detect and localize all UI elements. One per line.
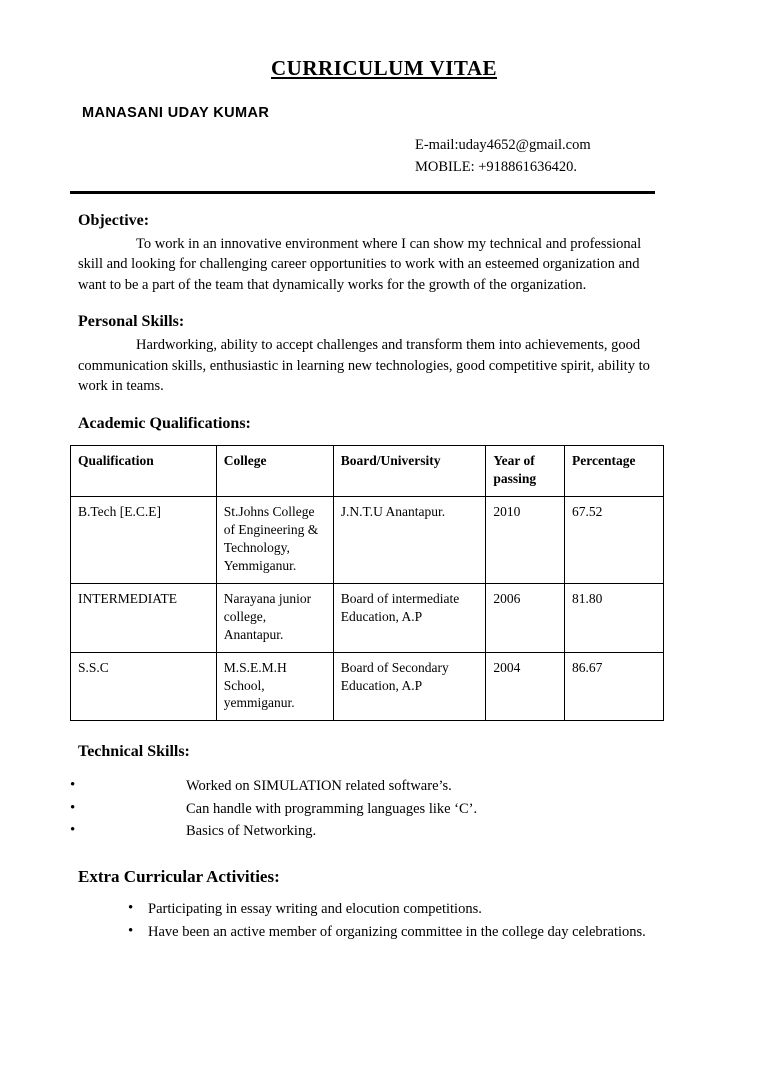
column-header-college: College (216, 445, 333, 496)
cell-board: J.N.T.U Anantapur. (333, 496, 486, 583)
technical-skills-list (0, 775, 768, 842)
objective-body: To work in an innovative environment where I can show my technical and professional skill and looking for challenging career opportunities to work with an esteemed organization and want to be a part of the team that dynamically works for the growth of the organization. (78, 235, 642, 293)
extra-curricular-list (0, 899, 768, 943)
academic-heading: Academic Qualifications: (78, 414, 251, 432)
cell-year: 2010 (486, 496, 565, 583)
list-item-label: Can handle with programming languages like ‘C’. (186, 800, 478, 817)
list-item-label: Participating in essay writing and elocution competitions. (148, 900, 482, 917)
cell-college: Narayana junior college, Anantapur. (216, 583, 333, 652)
bullet-icon: • (128, 899, 134, 916)
email-line: E-mail:uday4652@gmail.com (415, 137, 591, 153)
column-header-year: Year of passing (486, 445, 565, 496)
cell-qualification: S.S.C (71, 652, 217, 721)
personal-skills-text (78, 335, 668, 397)
column-header-board: Board/University (333, 445, 486, 496)
personal-skills-body: Hardworking, ability to accept challenges and transform them into achievements, good communication skills, enthusiastic in learning new technologies, good competitive spirit, ability to work in teams. (78, 337, 650, 395)
objective-heading: Objective: (78, 211, 150, 229)
list-item (0, 899, 768, 920)
mobile-line: MOBILE: +918861636420. (415, 158, 578, 175)
bullet-icon: • (70, 799, 76, 816)
header-divider (70, 191, 655, 194)
candidate-name: MANASANI UDAY KUMAR (82, 105, 270, 121)
bullet-icon: • (70, 822, 76, 839)
cell-year: 2006 (486, 583, 565, 652)
table-row (71, 496, 664, 583)
personal-skills-heading: Personal Skills: (78, 313, 185, 331)
cell-percentage: 81.80 (565, 583, 664, 652)
cell-board: Board of Secondary Education, A.P (333, 652, 486, 721)
list-item-label: Basics of Networking. (186, 823, 317, 840)
column-header-qualification: Qualification (71, 445, 217, 496)
resume-page (0, 56, 768, 1080)
extra-curricular-heading: Extra Curricular Activities: (78, 866, 280, 886)
table-header-row (71, 445, 664, 496)
contact-block (415, 135, 768, 179)
cell-year: 2004 (486, 652, 565, 721)
page-title: CURRICULUM VITAE (271, 56, 497, 80)
bullet-icon: • (70, 777, 76, 794)
academic-qualifications-table (70, 445, 664, 721)
bullet-icon: • (128, 922, 134, 939)
list-item (0, 798, 768, 820)
cell-board: Board of intermediate Education, A.P (333, 583, 486, 652)
table-row (71, 583, 664, 652)
column-header-percentage: Percentage (565, 445, 664, 496)
cell-qualification: INTERMEDIATE (71, 583, 217, 652)
cell-qualification: B.Tech [E.C.E] (71, 496, 217, 583)
cell-percentage: 86.67 (565, 652, 664, 721)
objective-text (78, 234, 668, 296)
list-item-label: Worked on SIMULATION related software’s. (186, 778, 452, 795)
cell-college: M.S.E.M.H School, yemmiganur. (216, 652, 333, 721)
technical-skills-heading: Technical Skills: (78, 743, 190, 761)
table-row (71, 652, 664, 721)
list-item (0, 820, 768, 842)
list-item (0, 922, 768, 943)
cell-college: St.Johns College of Engineering & Technology, Yemmiganur. (216, 496, 333, 583)
list-item-label: Have been an active member of organizing committee in the college day celebrations. (148, 923, 646, 940)
cell-percentage: 67.52 (565, 496, 664, 583)
list-item (0, 775, 768, 797)
